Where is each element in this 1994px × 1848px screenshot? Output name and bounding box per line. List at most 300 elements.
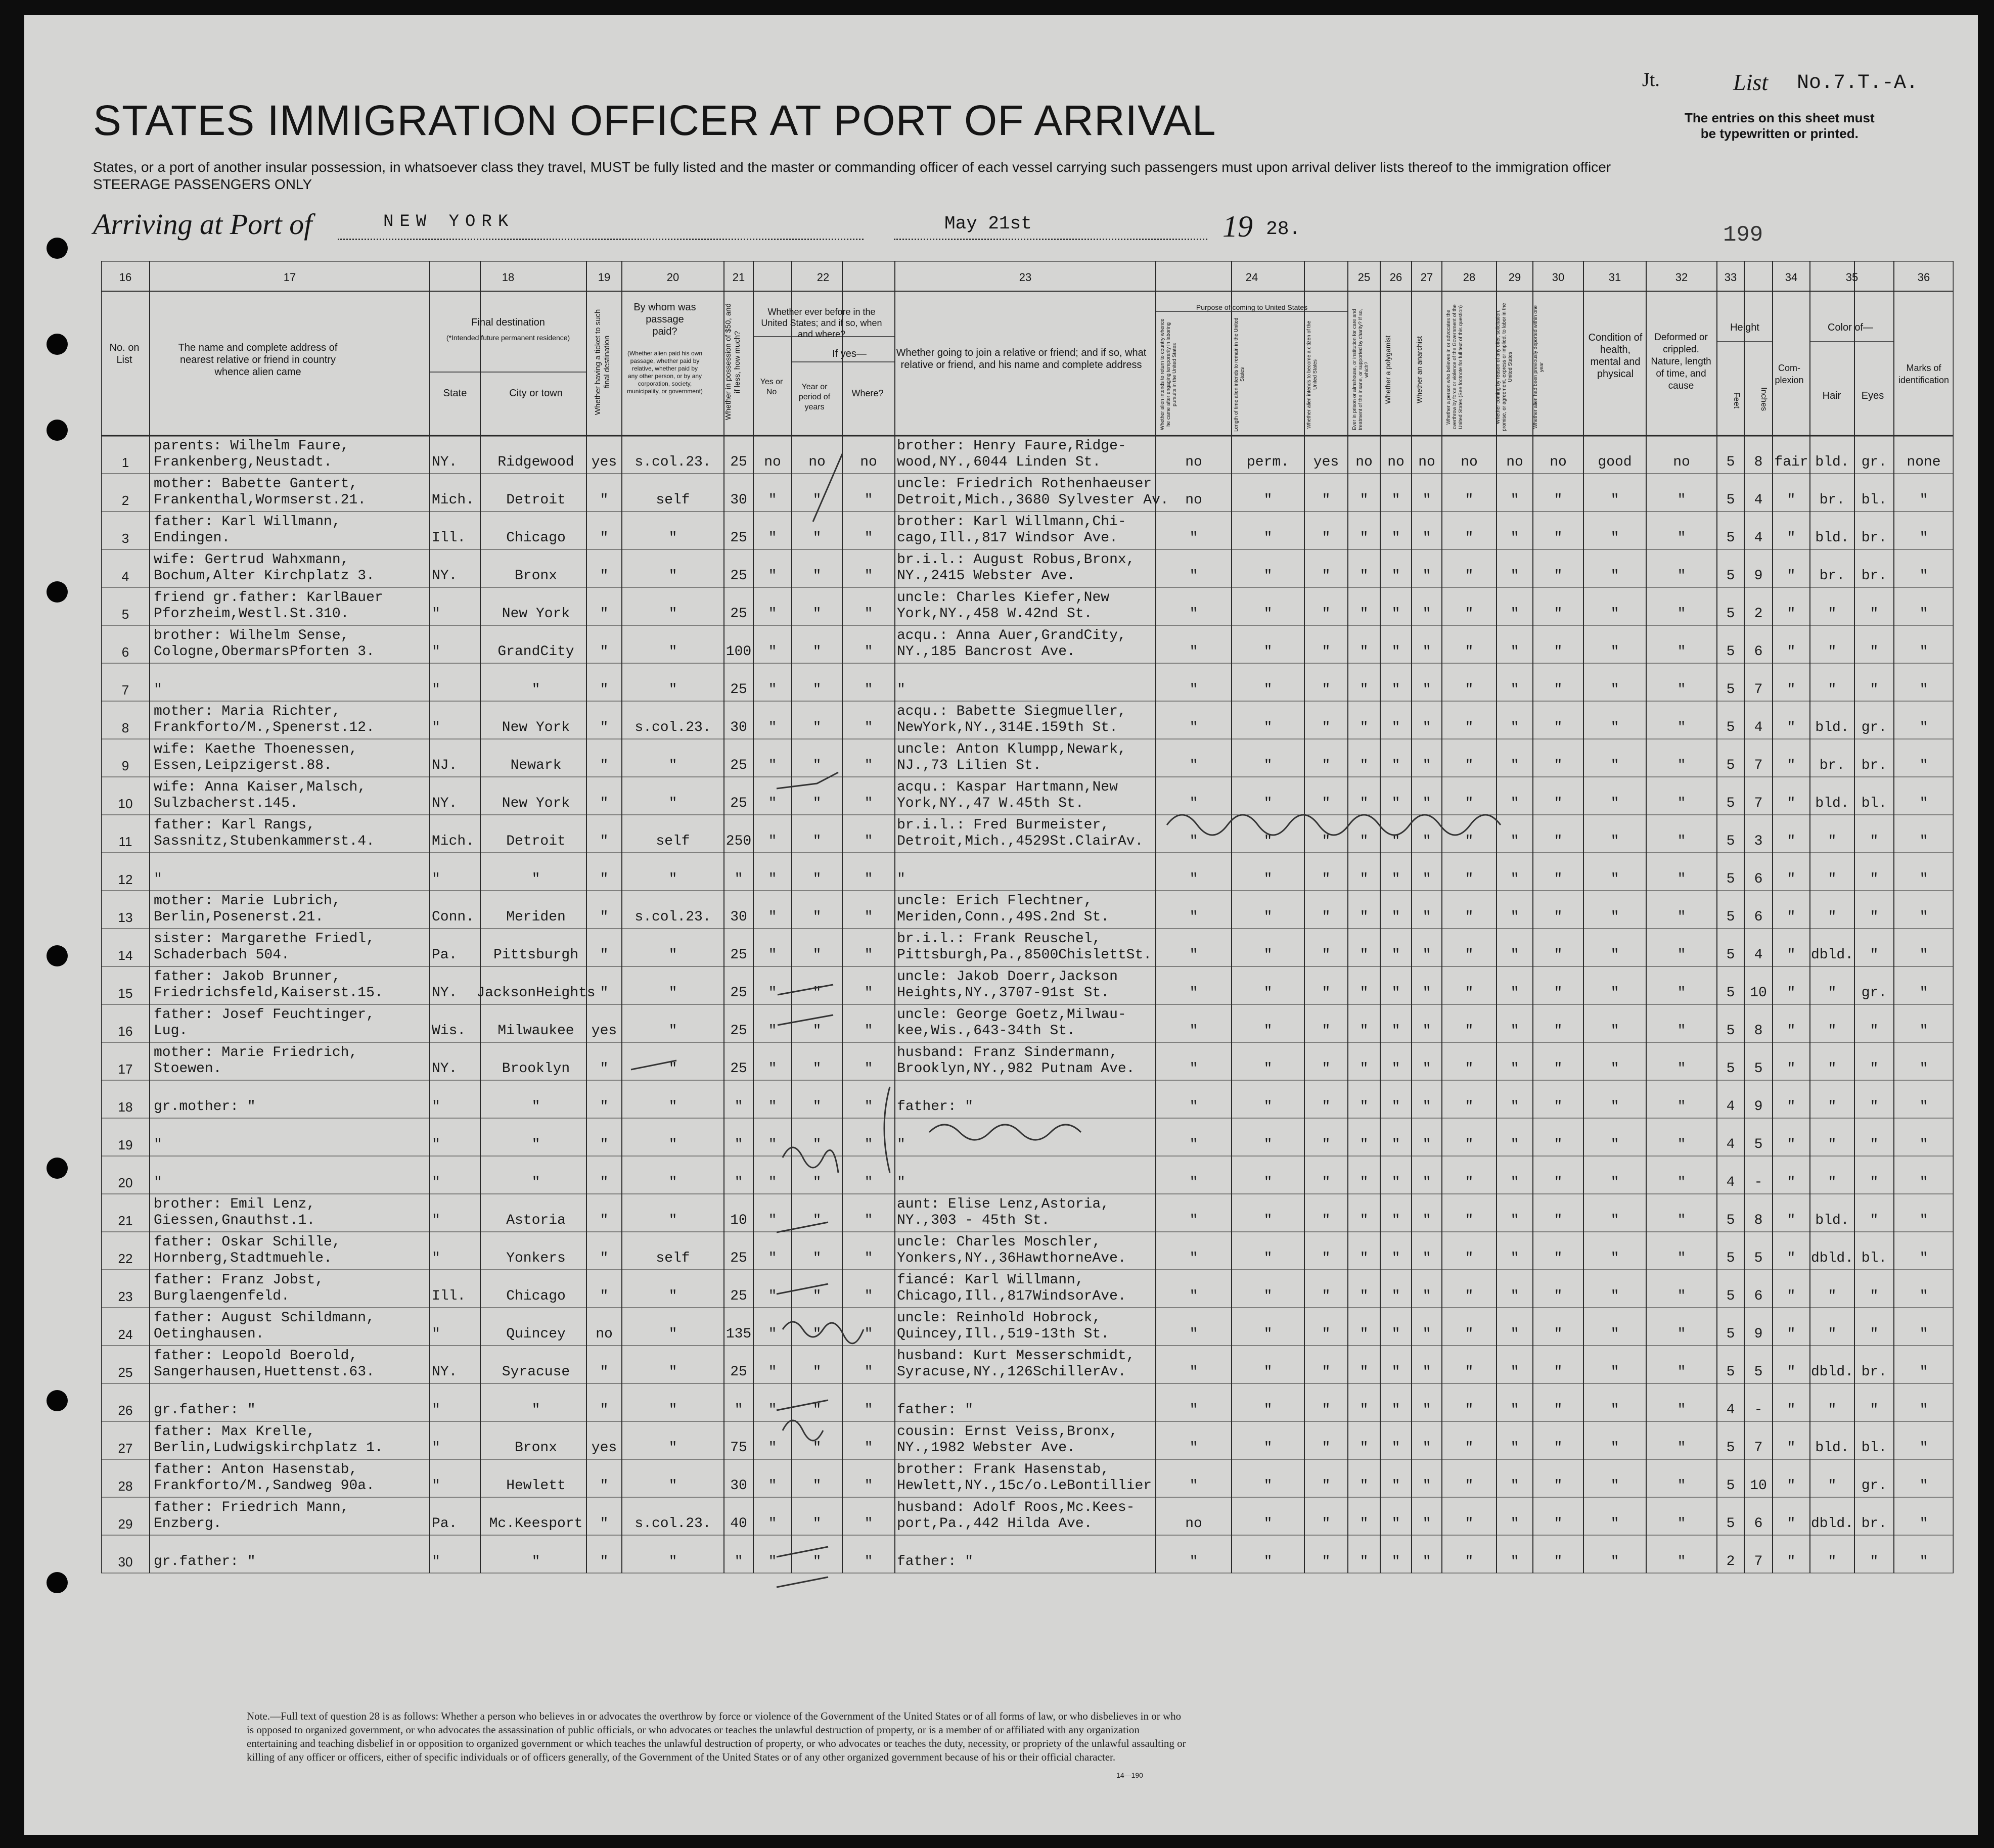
header-passage-note: (Whether alien paid his own passage, whether paid by relative, whether paid by any other person, or by any corporation, society, municipality, or government) xyxy=(627,350,703,395)
header-hair: Hair xyxy=(1822,390,1841,401)
cell-join-line1: br.i.l.: Fred Burmeister, xyxy=(897,817,1110,833)
cell-polygamist: " xyxy=(1391,1326,1400,1342)
cell-purpose-length: " xyxy=(1263,1478,1273,1494)
cell-city: Detroit xyxy=(506,492,566,508)
cell-prison: " xyxy=(1359,1251,1369,1266)
cell-purpose-return: " xyxy=(1189,909,1198,925)
cell-money: 25 xyxy=(730,454,747,470)
cell-height-feet: 5 xyxy=(1726,947,1735,963)
header-purpose-return: Whether alien intends to return to country whence he came after engaging temporarily in laboring pursuits in the United States xyxy=(1160,318,1177,431)
cell-purpose-length: " xyxy=(1263,530,1273,546)
page-stamp-number: 199 xyxy=(1723,222,1763,248)
cell-health: " xyxy=(1610,1213,1619,1228)
cell-deformed: " xyxy=(1677,530,1686,546)
cell-passage-paid: " xyxy=(668,1288,677,1304)
cell-before-where: " xyxy=(864,720,873,735)
cell-hair-color: bld. xyxy=(1815,796,1849,811)
cell-before-where: " xyxy=(864,606,873,622)
handwritten-annotations xyxy=(24,15,1978,1835)
cell-prison: " xyxy=(1359,871,1369,887)
cell-before-year: " xyxy=(812,1364,822,1380)
cell-before-where: " xyxy=(864,834,873,849)
cell-join-line1: uncle: Reinhold Hobrock, xyxy=(897,1310,1101,1326)
cell-deformed: " xyxy=(1677,796,1686,811)
cell-passage-paid: " xyxy=(668,568,677,584)
cell-hair-color: bld. xyxy=(1815,1213,1849,1228)
cell-join-line1: fiancé: Karl Willmann, xyxy=(897,1272,1084,1288)
cell-relative-line2: Frankenberg,Neustadt. xyxy=(154,454,332,470)
cell-marks: " xyxy=(1919,871,1928,887)
year-suffix: 28. xyxy=(1266,218,1301,240)
cell-passage-paid: " xyxy=(668,1175,677,1190)
cell-list-number: 12 xyxy=(118,872,133,887)
cell-prison: " xyxy=(1359,1440,1369,1456)
cell-purpose-length: " xyxy=(1263,1137,1273,1152)
cell-purpose-length: " xyxy=(1263,1364,1273,1380)
cell-ticket: " xyxy=(600,1364,609,1380)
cell-eye-color: gr. xyxy=(1861,720,1887,735)
cell-ticket: " xyxy=(600,834,609,849)
cell-health: " xyxy=(1610,492,1619,508)
column-number: 26 xyxy=(1389,271,1402,284)
cell-complexion: " xyxy=(1787,1023,1796,1039)
header-city: City or town xyxy=(509,388,563,399)
cell-purpose-citizen: " xyxy=(1322,1175,1331,1190)
cell-hair-color: " xyxy=(1828,985,1837,1001)
cell-relative-line2: Frankforto/M.,Spenerst.12. xyxy=(154,720,375,735)
cell-prison: " xyxy=(1359,644,1369,660)
cell-health: " xyxy=(1610,1440,1619,1456)
cell-passage-paid: " xyxy=(668,1364,677,1380)
handwritten-scrawl xyxy=(1167,815,1501,835)
cell-before-where: " xyxy=(864,1478,873,1494)
cell-passage-paid: " xyxy=(668,1478,677,1494)
cell-deformed: " xyxy=(1677,947,1686,963)
cell-polygamist: " xyxy=(1391,1251,1400,1266)
form-code: 14—190 xyxy=(1116,1771,1143,1779)
cell-complexion: " xyxy=(1787,1440,1796,1456)
cell-list-number: 14 xyxy=(118,948,133,963)
cell-prison: " xyxy=(1359,1213,1369,1228)
cell-before-year: " xyxy=(812,1326,822,1342)
cell-eye-color: gr. xyxy=(1861,1478,1887,1494)
column-number: 28 xyxy=(1463,271,1476,284)
cell-anarchist: " xyxy=(1422,1023,1431,1039)
cell-health: " xyxy=(1610,1288,1619,1304)
cell-purpose-length: " xyxy=(1263,758,1273,773)
cell-anarchist: " xyxy=(1422,530,1431,546)
cell-q29: " xyxy=(1510,796,1519,811)
cell-q29: " xyxy=(1510,1213,1519,1228)
cell-state: NY. xyxy=(432,985,458,1001)
cell-relative-line1: father: Friedrich Mann, xyxy=(154,1500,349,1515)
cell-hair-color: " xyxy=(1828,1061,1837,1077)
cell-before-yes-no: " xyxy=(768,1402,777,1418)
cell-height-feet: 5 xyxy=(1726,871,1735,887)
cell-relative-line1: father: Oskar Schille, xyxy=(154,1234,341,1250)
cell-height-feet: 5 xyxy=(1726,1440,1735,1456)
cell-purpose-citizen: " xyxy=(1322,871,1331,887)
cell-before-yes-no: " xyxy=(768,1137,777,1152)
cell-q30: " xyxy=(1554,758,1563,773)
cell-q29: " xyxy=(1510,492,1519,508)
cell-q30: " xyxy=(1554,1364,1563,1380)
cell-city: Brooklyn xyxy=(502,1061,570,1077)
cell-complexion: " xyxy=(1787,1137,1796,1152)
cell-q30: " xyxy=(1554,1478,1563,1494)
cell-deformed: " xyxy=(1677,1326,1686,1342)
cell-list-number: 5 xyxy=(121,607,129,622)
cell-join-line1: acqu.: Anna Auer,GrandCity, xyxy=(897,628,1126,643)
cell-complexion: " xyxy=(1787,1554,1796,1569)
cell-relative-line2: Schaderbach 504. xyxy=(154,947,290,963)
cell-q30: " xyxy=(1554,1440,1563,1456)
cell-list-number: 29 xyxy=(118,1516,133,1532)
cell-purpose-citizen: " xyxy=(1322,947,1331,963)
cell-join-line1: brother: Frank Hasenstab, xyxy=(897,1462,1110,1477)
header-purpose-citizen: Whether alien intends to become a citizen of the United States xyxy=(1306,320,1318,429)
cell-before-where: " xyxy=(864,1516,873,1532)
cell-before-where: " xyxy=(864,1137,873,1152)
header-anarchist: Whether an anarchist xyxy=(1415,336,1423,403)
cell-marks: " xyxy=(1919,1402,1928,1418)
cell-marks: " xyxy=(1919,758,1928,773)
cell-state: " xyxy=(432,1099,440,1115)
cell-purpose-length: " xyxy=(1263,1251,1273,1266)
cell-prison: " xyxy=(1359,1478,1369,1494)
cell-height-inches: - xyxy=(1754,1175,1763,1190)
cell-money: 30 xyxy=(730,1478,747,1494)
cell-purpose-citizen: " xyxy=(1322,1137,1331,1152)
cell-purpose-citizen: " xyxy=(1322,492,1331,508)
cell-ticket: " xyxy=(600,909,609,925)
cell-relative-line2: Endingen. xyxy=(154,530,231,546)
handwritten-tick xyxy=(778,1015,833,1025)
cell-city: Pittsburgh xyxy=(493,947,579,963)
cell-complexion: " xyxy=(1787,492,1796,508)
handwritten-tick xyxy=(777,1284,828,1294)
cell-deformed: " xyxy=(1677,492,1686,508)
cell-before-year: " xyxy=(812,682,822,698)
cell-before-year: no xyxy=(808,454,826,470)
cell-money: 25 xyxy=(730,1251,747,1266)
cell-complexion: " xyxy=(1787,1061,1796,1077)
cell-hair-color: bld. xyxy=(1815,454,1849,470)
cell-height-inches: 8 xyxy=(1754,1023,1763,1039)
cell-list-number: 20 xyxy=(118,1175,133,1190)
cell-relative-line2: Sangerhausen,Huettenst.63. xyxy=(154,1364,375,1380)
cell-purpose-length: " xyxy=(1263,947,1273,963)
cell-join-line1: uncle: Erich Flechtner, xyxy=(897,893,1093,909)
cell-before-yes-no: " xyxy=(768,796,777,811)
cell-purpose-return: " xyxy=(1189,985,1198,1001)
cell-city: Syracuse xyxy=(502,1364,570,1380)
cell-hair-color: " xyxy=(1828,909,1837,925)
cell-hair-color: bld. xyxy=(1815,720,1849,735)
cell-before-yes-no: " xyxy=(768,682,777,698)
cell-polygamist: " xyxy=(1391,758,1400,773)
cell-passage-paid: self xyxy=(656,834,690,849)
cell-complexion: " xyxy=(1787,985,1796,1001)
cell-height-inches: 9 xyxy=(1754,1099,1763,1115)
cell-purpose-return: " xyxy=(1189,1023,1198,1039)
cell-before-yes-no: " xyxy=(768,1516,777,1532)
cell-height-inches: 10 xyxy=(1750,1478,1767,1494)
cell-q29: " xyxy=(1510,947,1519,963)
page-title: STATES IMMIGRATION OFFICER AT PORT OF ARRIVAL xyxy=(93,97,1216,144)
cell-height-inches: 6 xyxy=(1754,1516,1763,1532)
cell-relative-line1: father: Leopold Boerold, xyxy=(154,1348,358,1364)
cell-passage-paid: " xyxy=(668,871,677,887)
cell-prison: " xyxy=(1359,1175,1369,1190)
header-ticket: Whether having a ticket to such final destination xyxy=(594,309,611,415)
cell-height-inches: 9 xyxy=(1754,568,1763,584)
cell-purpose-length: " xyxy=(1263,1288,1273,1304)
cell-q30: " xyxy=(1554,947,1563,963)
cell-height-inches: 7 xyxy=(1754,758,1763,773)
cell-ticket: " xyxy=(600,682,609,698)
handwritten-tick xyxy=(813,454,842,522)
cell-purpose-return: " xyxy=(1189,682,1198,698)
cell-height-inches: 9 xyxy=(1754,1326,1763,1342)
cell-marks: " xyxy=(1919,1364,1928,1380)
cell-before-yes-no: " xyxy=(768,530,777,546)
cell-height-inches: 7 xyxy=(1754,682,1763,698)
cell-marks: " xyxy=(1919,720,1928,735)
cell-deformed: " xyxy=(1677,720,1686,735)
cell-ticket: " xyxy=(600,871,609,887)
cell-money: 250 xyxy=(726,834,752,849)
cell-purpose-citizen: " xyxy=(1322,1213,1331,1228)
cell-complexion: " xyxy=(1787,1288,1796,1304)
cell-height-feet: 5 xyxy=(1726,758,1735,773)
cell-purpose-return: " xyxy=(1189,720,1198,735)
cell-q30: " xyxy=(1554,909,1563,925)
cell-health: " xyxy=(1610,909,1619,925)
cell-before-where: " xyxy=(864,758,873,773)
cell-q29: " xyxy=(1510,909,1519,925)
cell-passage-paid: " xyxy=(668,1213,677,1228)
cell-polygamist: " xyxy=(1391,1554,1400,1569)
cell-before-year: " xyxy=(812,1402,822,1418)
cell-before-yes-no: no xyxy=(764,454,781,470)
cell-complexion: " xyxy=(1787,1099,1796,1115)
cell-city: Hewlett xyxy=(506,1478,566,1494)
cell-polygamist: " xyxy=(1391,682,1400,698)
cell-before-yes-no: " xyxy=(768,606,777,622)
cell-q29: " xyxy=(1510,1402,1519,1418)
cell-q30: " xyxy=(1554,1137,1563,1152)
cell-polygamist: " xyxy=(1391,1061,1400,1077)
cell-q28: " xyxy=(1465,1099,1474,1115)
cell-before-year: " xyxy=(812,1137,822,1152)
header-join: Whether going to join a relative or friend; and if so, what relative or friend, and his name and complete address xyxy=(896,347,1147,371)
cell-relative-line1: mother: Maria Richter, xyxy=(154,704,341,719)
cell-relative-line1: mother: Marie Lubrich, xyxy=(154,893,341,909)
cell-hair-color: bld. xyxy=(1815,530,1849,546)
cell-eye-color: br. xyxy=(1861,530,1887,546)
cell-q29: " xyxy=(1510,834,1519,849)
arriving-label: Arriving at Port of xyxy=(93,208,312,241)
cell-deformed: " xyxy=(1677,682,1686,698)
cell-q30: " xyxy=(1554,720,1563,735)
cell-money: 30 xyxy=(730,720,747,735)
cell-ticket: yes xyxy=(591,1023,617,1039)
cell-purpose-return: no xyxy=(1185,454,1202,470)
cell-purpose-citizen: " xyxy=(1322,720,1331,735)
cell-anarchist: no xyxy=(1418,454,1435,470)
cell-relative-line2: Enzberg. xyxy=(154,1516,222,1532)
cell-city: New York xyxy=(502,606,570,622)
cell-purpose-length: " xyxy=(1263,606,1273,622)
cell-marks: none xyxy=(1907,454,1941,470)
cell-state: " xyxy=(432,1326,440,1342)
cell-prison: " xyxy=(1359,568,1369,584)
cell-anarchist: " xyxy=(1422,1326,1431,1342)
cell-money: 25 xyxy=(730,947,747,963)
cell-money: 30 xyxy=(730,492,747,508)
cell-purpose-citizen: " xyxy=(1322,758,1331,773)
cell-before-yes-no: " xyxy=(768,1364,777,1380)
cell-q28: " xyxy=(1465,1478,1474,1494)
cell-city: " xyxy=(531,1175,540,1190)
column-number: 33 xyxy=(1724,271,1737,284)
cell-state: " xyxy=(432,720,440,735)
cell-city: " xyxy=(531,1402,540,1418)
cell-purpose-return: " xyxy=(1189,1440,1198,1456)
cell-city: " xyxy=(531,682,540,698)
cell-before-where: " xyxy=(864,568,873,584)
cell-hair-color: dbld. xyxy=(1810,1516,1854,1532)
cell-polygamist: " xyxy=(1391,909,1400,925)
cell-state: NY. xyxy=(432,454,458,470)
cell-city: Detroit xyxy=(506,834,566,849)
cell-purpose-citizen: " xyxy=(1322,796,1331,811)
cell-ticket: " xyxy=(600,720,609,735)
cell-before-where: " xyxy=(864,1023,873,1039)
cell-deformed: " xyxy=(1677,1099,1686,1115)
cell-q28: " xyxy=(1465,1175,1474,1190)
cell-money: 25 xyxy=(730,1023,747,1039)
cell-ticket: " xyxy=(600,644,609,660)
cell-before-year: " xyxy=(812,758,822,773)
cell-eye-color: " xyxy=(1870,606,1879,622)
cell-money: 25 xyxy=(730,1364,747,1380)
cell-before-year: " xyxy=(812,1440,822,1456)
cell-polygamist: " xyxy=(1391,720,1400,735)
cell-purpose-return: " xyxy=(1189,1364,1198,1380)
cell-before-yes-no: " xyxy=(768,1478,777,1494)
cell-polygamist: " xyxy=(1391,1440,1400,1456)
cell-before-where: " xyxy=(864,871,873,887)
cell-before-yes-no: " xyxy=(768,909,777,925)
cell-passage-paid: s.col.23. xyxy=(635,909,711,925)
cell-ticket: " xyxy=(600,1516,609,1532)
cell-height-inches: 7 xyxy=(1754,1554,1763,1569)
cell-list-number: 2 xyxy=(121,493,129,508)
cell-money: 25 xyxy=(730,758,747,773)
cell-q30: " xyxy=(1554,834,1563,849)
cell-money: 25 xyxy=(730,796,747,811)
cell-money: 135 xyxy=(726,1326,752,1342)
cell-marks: " xyxy=(1919,1213,1928,1228)
cell-purpose-return: " xyxy=(1189,1099,1198,1115)
cell-relative-line1: sister: Margarethe Friedl, xyxy=(154,931,375,947)
cell-purpose-citizen: " xyxy=(1322,1326,1331,1342)
cell-purpose-length: " xyxy=(1263,682,1273,698)
cell-height-feet: 5 xyxy=(1726,530,1735,546)
cell-prison: " xyxy=(1359,796,1369,811)
cell-polygamist: " xyxy=(1391,796,1400,811)
cell-q29: " xyxy=(1510,606,1519,622)
cell-money: 25 xyxy=(730,568,747,584)
cell-hair-color: " xyxy=(1828,644,1837,660)
cell-height-feet: 4 xyxy=(1726,1175,1735,1190)
cell-before-yes-no: " xyxy=(768,758,777,773)
cell-hair-color: br. xyxy=(1819,492,1845,508)
cell-height-inches: 6 xyxy=(1754,909,1763,925)
cell-list-number: 7 xyxy=(121,682,129,698)
cell-purpose-citizen: " xyxy=(1322,568,1331,584)
cell-q30: no xyxy=(1550,454,1567,470)
cell-purpose-return: no xyxy=(1185,1516,1202,1532)
cell-prison: " xyxy=(1359,1326,1369,1342)
cell-deformed: " xyxy=(1677,568,1686,584)
handwritten-scrawl xyxy=(783,1420,823,1441)
cell-complexion: " xyxy=(1787,530,1796,546)
cell-marks: " xyxy=(1919,909,1928,925)
cell-height-feet: 5 xyxy=(1726,796,1735,811)
handwritten-tick xyxy=(777,772,838,789)
cell-join-line2: " xyxy=(897,1175,905,1190)
typewritten-note-line: The entries on this sheet must xyxy=(1685,110,1875,125)
cell-purpose-return: " xyxy=(1189,1288,1198,1304)
cell-relative-line1: wife: Kaethe Thoenessen, xyxy=(154,742,358,757)
cell-q28: " xyxy=(1465,1402,1474,1418)
cell-q30: " xyxy=(1554,530,1563,546)
cell-state: " xyxy=(432,1137,440,1152)
cell-purpose-citizen: " xyxy=(1322,1478,1331,1494)
cell-deformed: " xyxy=(1677,834,1686,849)
cell-list-number: 11 xyxy=(118,834,132,849)
cell-join-line1: husband: Franz Sindermann, xyxy=(897,1045,1118,1060)
cell-height-inches: 5 xyxy=(1754,1061,1763,1077)
cell-before-yes-no: " xyxy=(768,1175,777,1190)
cell-list-number: 3 xyxy=(121,531,129,546)
cell-height-inches: 4 xyxy=(1754,947,1763,963)
cell-list-number: 19 xyxy=(118,1137,133,1152)
cell-eye-color: " xyxy=(1870,1137,1879,1152)
port-value: NEW YORK xyxy=(383,212,515,232)
header-q29: Whether coming by reason of any offer, solicitation, promise, or agreement, express or implied, to labor in the United States xyxy=(1496,303,1513,431)
column-number: 35 xyxy=(1845,271,1859,284)
cell-polygamist: " xyxy=(1391,1402,1400,1418)
header-year-period: Year or period of years xyxy=(798,383,831,411)
cell-purpose-return: " xyxy=(1189,530,1198,546)
cell-passage-paid: self xyxy=(656,1251,690,1266)
cell-ticket: " xyxy=(600,1099,609,1115)
cell-polygamist: " xyxy=(1391,1137,1400,1152)
cell-before-yes-no: " xyxy=(768,568,777,584)
cell-before-year: " xyxy=(812,1175,822,1190)
cell-deformed: " xyxy=(1677,606,1686,622)
cell-eye-color: br. xyxy=(1861,758,1887,773)
cell-money: 10 xyxy=(730,1213,747,1228)
cell-health: good xyxy=(1598,454,1632,470)
cell-deformed: " xyxy=(1677,1478,1686,1494)
cell-polygamist: " xyxy=(1391,871,1400,887)
cell-q30: " xyxy=(1554,871,1563,887)
